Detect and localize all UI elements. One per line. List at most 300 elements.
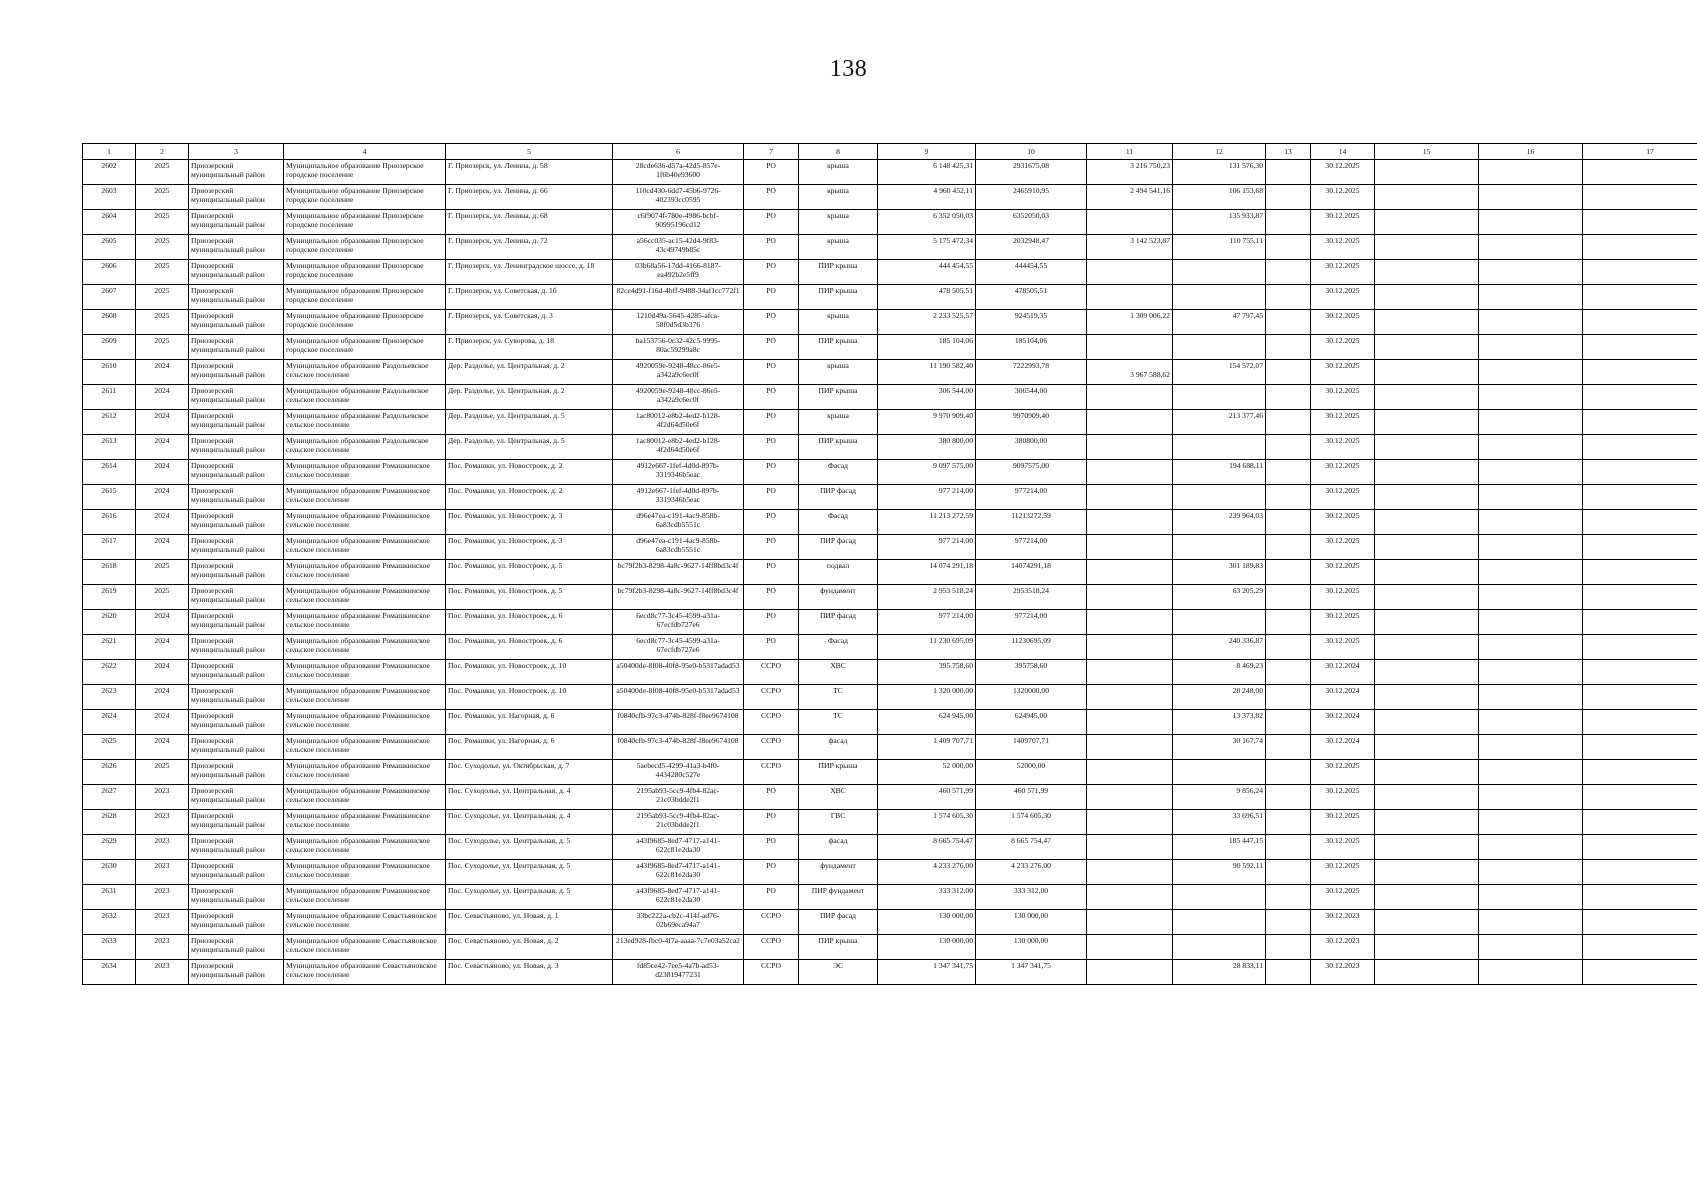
cell-col-1: 2624 <box>83 710 136 735</box>
cell-col-2: 2024 <box>136 685 189 710</box>
cell-col-5: Дер. Раздолье, ул. Центральная, д. 5 <box>446 410 613 435</box>
cell-col-7: РО <box>744 360 799 385</box>
table-row <box>83 160 1697 185</box>
cell-col-12 <box>1173 435 1266 460</box>
cell-col-13 <box>1266 485 1311 510</box>
cell-col-16 <box>1479 760 1583 785</box>
cell-col-17 <box>1583 285 1697 310</box>
cell-col-13 <box>1266 710 1311 735</box>
cell-col-7: РО <box>744 835 799 860</box>
table-row <box>83 360 1697 385</box>
cell-col-15 <box>1375 410 1479 435</box>
cell-col-15 <box>1375 310 1479 335</box>
cell-col-11 <box>1087 760 1173 785</box>
cell-col-1: 2604 <box>83 210 136 235</box>
cell-col-5: Пос. Севастьяново, ул. Новая, д. 3 <box>446 960 613 985</box>
cell-col-8: ТС <box>799 685 878 710</box>
cell-col-8: крыша <box>799 210 878 235</box>
cell-col-16 <box>1479 385 1583 410</box>
cell-col-5: Пос. Ромашки, ул. Новостроек, д. 5 <box>446 560 613 585</box>
cell-col-13 <box>1266 185 1311 210</box>
cell-col-6: a43f9685-8ed7-4717-a141-622c81e2da30 <box>613 860 744 885</box>
cell-col-12 <box>1173 610 1266 635</box>
cell-col-11 <box>1087 685 1173 710</box>
cell-col-2: 2025 <box>136 760 189 785</box>
cell-col-2: 2023 <box>136 785 189 810</box>
cell-col-16 <box>1479 810 1583 835</box>
cell-col-8: подвал <box>799 560 878 585</box>
cell-col-2: 2024 <box>136 485 189 510</box>
cell-col-17 <box>1583 710 1697 735</box>
cell-col-10: 977214,00 <box>976 485 1087 510</box>
cell-col-3: Приозерский муниципальный район <box>189 810 284 835</box>
cell-col-14: 30.12.2025 <box>1311 560 1375 585</box>
cell-col-17 <box>1583 835 1697 860</box>
cell-col-1: 2631 <box>83 885 136 910</box>
cell-col-6: c6f9074f-780e-4986-bcbf-90995196cd12 <box>613 210 744 235</box>
table-row <box>83 385 1697 410</box>
cell-col-8: ХВС <box>799 785 878 810</box>
cell-col-8: фундамент <box>799 860 878 885</box>
cell-col-5: Г. Приозерск, ул. Ленина, д. 72 <box>446 235 613 260</box>
cell-col-9: 1 347 341,75 <box>878 960 976 985</box>
cell-col-9: 11 190 582,40 <box>878 360 976 385</box>
cell-col-10: 9097575,00 <box>976 460 1087 485</box>
cell-col-4: Муниципальное образование Раздольевское сельское поселение <box>284 385 446 410</box>
cell-col-7: РО <box>744 485 799 510</box>
cell-col-7: РО <box>744 510 799 535</box>
cell-col-3: Приозерский муниципальный район <box>189 160 284 185</box>
cell-col-5: Пос. Ромашки, ул. Нагорная, д. 6 <box>446 735 613 760</box>
cell-col-3: Приозерский муниципальный район <box>189 285 284 310</box>
cell-col-2: 2023 <box>136 910 189 935</box>
cell-col-10: 2953518,24 <box>976 585 1087 610</box>
cell-col-7: ССРО <box>744 935 799 960</box>
cell-col-8: крыша <box>799 360 878 385</box>
cell-col-17 <box>1583 860 1697 885</box>
cell-col-7: РО <box>744 885 799 910</box>
cell-col-11 <box>1087 835 1173 860</box>
cell-col-2: 2025 <box>136 560 189 585</box>
cell-col-8: ПИР фундамент <box>799 885 878 910</box>
cell-col-16 <box>1479 510 1583 535</box>
table-row <box>83 310 1697 335</box>
cell-col-14: 30.12.2025 <box>1311 460 1375 485</box>
cell-col-3: Приозерский муниципальный район <box>189 210 284 235</box>
cell-col-13 <box>1266 360 1311 385</box>
cell-col-11 <box>1087 360 1173 385</box>
table-row <box>83 510 1697 535</box>
cell-col-3: Приозерский муниципальный район <box>189 735 284 760</box>
cell-col-11 <box>1087 535 1173 560</box>
cell-col-13 <box>1266 685 1311 710</box>
column-header-2: 2 <box>136 144 189 160</box>
cell-col-4: Муниципальное образование Ромашкинское сельское поселение <box>284 510 446 535</box>
cell-col-3: Приозерский муниципальный район <box>189 960 284 985</box>
cell-col-14: 30.12.2025 <box>1311 160 1375 185</box>
cell-col-14: 30.12.2025 <box>1311 285 1375 310</box>
cell-col-14: 30.12.2025 <box>1311 585 1375 610</box>
table-row <box>83 960 1697 985</box>
cell-col-8: ПИР крыша <box>799 760 878 785</box>
cell-col-15 <box>1375 660 1479 685</box>
cell-col-6: 5aebecd5-4299-41a3-b4f0-4434280c527e <box>613 760 744 785</box>
cell-col-11 <box>1087 285 1173 310</box>
cell-col-14: 30.12.2025 <box>1311 435 1375 460</box>
cell-col-8: ПИР фасад <box>799 485 878 510</box>
cell-col-16 <box>1479 785 1583 810</box>
cell-col-3: Приозерский муниципальный район <box>189 785 284 810</box>
cell-col-1: 2634 <box>83 960 136 985</box>
cell-col-9: 2 953 518,24 <box>878 585 976 610</box>
cell-col-7: РО <box>744 810 799 835</box>
cell-col-8: крыша <box>799 160 878 185</box>
cell-col-4: Муниципальное образование Приозерское городское поселение <box>284 335 446 360</box>
cell-col-12: 63 205,29 <box>1173 585 1266 610</box>
cell-col-11 <box>1087 710 1173 735</box>
cell-col-5: Г. Приозерск, ул. Суворова, д. 18 <box>446 335 613 360</box>
cell-col-17 <box>1583 210 1697 235</box>
cell-col-4: Муниципальное образование Ромашкинское сельское поселение <box>284 485 446 510</box>
cell-col-12 <box>1173 885 1266 910</box>
cell-col-16 <box>1479 560 1583 585</box>
cell-col-5: Пос. Суходолье, ул. Центральная, д. 5 <box>446 835 613 860</box>
cell-col-15 <box>1375 910 1479 935</box>
cell-col-9: 2 233 525,57 <box>878 310 976 335</box>
cell-col-5: Пос. Ромашки, ул. Новостроек, д. 10 <box>446 660 613 685</box>
cell-col-1: 2607 <box>83 285 136 310</box>
cell-col-3: Приозерский муниципальный район <box>189 610 284 635</box>
cell-col-11 <box>1087 935 1173 960</box>
cell-col-2: 2023 <box>136 885 189 910</box>
cell-col-17 <box>1583 960 1697 985</box>
cell-col-14: 30.12.2025 <box>1311 185 1375 210</box>
cell-col-6: d96e47ea-c191-4ac9-858b-6a83cdb5551c <box>613 535 744 560</box>
cell-col-8: крыша <box>799 185 878 210</box>
column-header-9: 9 <box>878 144 976 160</box>
cell-col-4: Муниципальное образование Ромашкинское сельское поселение <box>284 885 446 910</box>
cell-col-13 <box>1266 910 1311 935</box>
cell-col-17 <box>1583 435 1697 460</box>
cell-col-5: Пос. Суходолье, ул. Центральная, д. 5 <box>446 860 613 885</box>
cell-col-14: 30.12.2025 <box>1311 510 1375 535</box>
cell-col-14: 30.12.2024 <box>1311 710 1375 735</box>
cell-col-17 <box>1583 535 1697 560</box>
cell-col-13 <box>1266 560 1311 585</box>
cell-col-4: Муниципальное образование Приозерское городское поселение <box>284 310 446 335</box>
cell-col-7: РО <box>744 460 799 485</box>
cell-col-10: 2465910,95 <box>976 185 1087 210</box>
cell-col-11: 3 216 750,23 <box>1087 160 1173 185</box>
cell-col-10: 395758,60 <box>976 660 1087 685</box>
cell-col-5: Пос. Суходолье, ул. Центральная, д. 4 <box>446 810 613 835</box>
cell-col-15 <box>1375 485 1479 510</box>
cell-col-15 <box>1375 710 1479 735</box>
cell-col-9: 4 233 276,00 <box>878 860 976 885</box>
cell-col-12: 239 964,03 <box>1173 510 1266 535</box>
cell-col-10: 380800,00 <box>976 435 1087 460</box>
cell-col-17 <box>1583 635 1697 660</box>
cell-col-13 <box>1266 460 1311 485</box>
cell-col-1: 2627 <box>83 785 136 810</box>
cell-col-6: 6ecd8c77-3c45-4599-a31a-67ecfdb727e6 <box>613 635 744 660</box>
cell-col-4: Муниципальное образование Ромашкинское сельское поселение <box>284 535 446 560</box>
column-header-13: 13 <box>1266 144 1311 160</box>
cell-col-12: 240 336,87 <box>1173 635 1266 660</box>
cell-col-3: Приозерский муниципальный район <box>189 510 284 535</box>
cell-col-4: Муниципальное образование Ромашкинское сельское поселение <box>284 560 446 585</box>
cell-col-8: ПИР крыша <box>799 335 878 360</box>
cell-col-10: 14074291,18 <box>976 560 1087 585</box>
cell-col-2: 2025 <box>136 185 189 210</box>
table-row <box>83 460 1697 485</box>
cell-col-13 <box>1266 610 1311 635</box>
cell-col-10: 6352050,03 <box>976 210 1087 235</box>
cell-col-15 <box>1375 460 1479 485</box>
cell-col-4: Муниципальное образование Ромашкинское сельское поселение <box>284 860 446 885</box>
cell-value: 3 967 588,62 <box>1130 370 1170 379</box>
cell-col-7: РО <box>744 435 799 460</box>
cell-col-9: 1 409 707,71 <box>878 735 976 760</box>
cell-col-13 <box>1266 635 1311 660</box>
cell-col-3: Приозерский муниципальный район <box>189 935 284 960</box>
cell-col-9: 624 945,00 <box>878 710 976 735</box>
cell-col-16 <box>1479 860 1583 885</box>
register-table <box>82 143 1697 985</box>
cell-col-2: 2025 <box>136 260 189 285</box>
cell-col-10: 306544,00 <box>976 385 1087 410</box>
cell-col-12 <box>1173 385 1266 410</box>
cell-col-12 <box>1173 910 1266 935</box>
cell-col-3: Приозерский муниципальный район <box>189 710 284 735</box>
cell-col-3: Приозерский муниципальный район <box>189 560 284 585</box>
page-number: 138 <box>829 56 868 82</box>
cell-col-1: 2603 <box>83 185 136 210</box>
cell-col-13 <box>1266 160 1311 185</box>
table-row <box>83 810 1697 835</box>
cell-col-9: 1 574 605,30 <box>878 810 976 835</box>
cell-col-5: Пос. Ромашки, ул. Новостроек, д. 2 <box>446 460 613 485</box>
cell-col-17 <box>1583 785 1697 810</box>
cell-col-1: 2611 <box>83 385 136 410</box>
cell-col-4: Муниципальное образование Севастьяновское сельское поселение <box>284 960 446 985</box>
cell-col-12 <box>1173 485 1266 510</box>
cell-col-2: 2023 <box>136 810 189 835</box>
cell-col-11 <box>1087 735 1173 760</box>
cell-col-10: 1 347 341,75 <box>976 960 1087 985</box>
cell-col-1: 2615 <box>83 485 136 510</box>
cell-col-7: ССРО <box>744 760 799 785</box>
cell-col-3: Приозерский муниципальный район <box>189 435 284 460</box>
cell-col-4: Муниципальное образование Ромашкинское сельское поселение <box>284 635 446 660</box>
cell-col-6: 33bc222a-cb2c-414f-ad76-02b69eca94a7 <box>613 910 744 935</box>
cell-col-6: ba153756-0c32-42c5-9995-80ac59299a8c <box>613 335 744 360</box>
cell-col-8: фундамент <box>799 585 878 610</box>
column-header-14: 14 <box>1311 144 1375 160</box>
cell-col-17 <box>1583 460 1697 485</box>
cell-col-14: 30.12.2025 <box>1311 785 1375 810</box>
cell-col-6: 2195ab93-5cc9-4fb4-82ac-21c03bdde2f1 <box>613 785 744 810</box>
cell-col-2: 2024 <box>136 360 189 385</box>
cell-col-8: крыша <box>799 310 878 335</box>
cell-col-5: Пос. Суходолье, ул. Центральная, д. 5 <box>446 885 613 910</box>
cell-col-16 <box>1479 435 1583 460</box>
cell-col-8: ЭС <box>799 960 878 985</box>
cell-col-2: 2024 <box>136 660 189 685</box>
cell-col-9: 11 230 695,09 <box>878 635 976 660</box>
cell-col-17 <box>1583 485 1697 510</box>
cell-col-12 <box>1173 285 1266 310</box>
cell-col-16 <box>1479 735 1583 760</box>
cell-col-11 <box>1087 910 1173 935</box>
cell-col-12: 30 167,74 <box>1173 735 1266 760</box>
cell-col-6: 4912e667-1fef-4d0d-897b-3319346b5eac <box>613 485 744 510</box>
cell-col-9: 185 104,06 <box>878 335 976 360</box>
table-row <box>83 910 1697 935</box>
cell-col-15 <box>1375 885 1479 910</box>
cell-col-7: РО <box>744 160 799 185</box>
cell-col-11 <box>1087 210 1173 235</box>
cell-col-4: Муниципальное образование Ромашкинское сельское поселение <box>284 585 446 610</box>
cell-col-9: 4 960 452,11 <box>878 185 976 210</box>
cell-col-2: 2025 <box>136 210 189 235</box>
cell-col-13 <box>1266 935 1311 960</box>
cell-col-4: Муниципальное образование Раздольевское сельское поселение <box>284 435 446 460</box>
cell-col-7: РО <box>744 210 799 235</box>
column-header-8: 8 <box>799 144 878 160</box>
cell-col-8: ПИР крыша <box>799 285 878 310</box>
cell-col-1: 2610 <box>83 360 136 385</box>
cell-col-1: 2617 <box>83 535 136 560</box>
cell-col-9: 11 213 272,59 <box>878 510 976 535</box>
cell-col-17 <box>1583 760 1697 785</box>
column-header-10: 10 <box>976 144 1087 160</box>
cell-col-6: bc79f2b3-8298-4a8c-9627-14ff8bd3c4f <box>613 585 744 610</box>
cell-col-13 <box>1266 210 1311 235</box>
cell-col-14: 30.12.2025 <box>1311 760 1375 785</box>
cell-col-7: ССРО <box>744 735 799 760</box>
cell-col-13 <box>1266 510 1311 535</box>
cell-col-12: 28 248,00 <box>1173 685 1266 710</box>
table-row <box>83 635 1697 660</box>
cell-col-3: Приозерский муниципальный район <box>189 385 284 410</box>
cell-col-13 <box>1266 435 1311 460</box>
cell-col-17 <box>1583 335 1697 360</box>
cell-col-1: 2609 <box>83 335 136 360</box>
cell-col-2: 2024 <box>136 510 189 535</box>
cell-col-6: 2195ab93-5cc9-4fb4-82ac-21c03bdde2f1 <box>613 810 744 835</box>
cell-col-8: ПИР фасад <box>799 910 878 935</box>
cell-col-10: 11213272,59 <box>976 510 1087 535</box>
cell-col-10: 460 571,99 <box>976 785 1087 810</box>
cell-col-15 <box>1375 260 1479 285</box>
cell-col-5: Пос. Ромашки, ул. Новостроек, д. 5 <box>446 585 613 610</box>
cell-col-7: РО <box>744 185 799 210</box>
cell-col-15 <box>1375 760 1479 785</box>
cell-col-14: 30.12.2024 <box>1311 660 1375 685</box>
cell-col-4: Муниципальное образование Ромашкинское сельское поселение <box>284 610 446 635</box>
cell-col-2: 2025 <box>136 310 189 335</box>
column-header-4: 4 <box>284 144 446 160</box>
cell-col-12: 8 469,23 <box>1173 660 1266 685</box>
cell-col-11 <box>1087 635 1173 660</box>
table-row <box>83 685 1697 710</box>
cell-col-11 <box>1087 435 1173 460</box>
cell-col-15 <box>1375 535 1479 560</box>
cell-col-2: 2025 <box>136 235 189 260</box>
cell-col-17 <box>1583 560 1697 585</box>
cell-col-15 <box>1375 510 1479 535</box>
cell-col-16 <box>1479 610 1583 635</box>
cell-col-13 <box>1266 260 1311 285</box>
cell-col-14: 30.12.2024 <box>1311 735 1375 760</box>
column-header-16: 16 <box>1479 144 1583 160</box>
cell-col-3: Приозерский муниципальный район <box>189 335 284 360</box>
cell-col-15 <box>1375 635 1479 660</box>
cell-col-9: 460 571,99 <box>878 785 976 810</box>
cell-col-17 <box>1583 310 1697 335</box>
cell-col-14: 30.12.2025 <box>1311 535 1375 560</box>
cell-col-2: 2024 <box>136 710 189 735</box>
cell-col-9: 306 544,00 <box>878 385 976 410</box>
cell-col-3: Приозерский муниципальный район <box>189 460 284 485</box>
cell-col-10: 4 233 276,00 <box>976 860 1087 885</box>
cell-col-2: 2025 <box>136 285 189 310</box>
table-row <box>83 660 1697 685</box>
column-header-1: 1 <box>83 144 136 160</box>
table-header <box>83 144 1697 160</box>
cell-col-5: Пос. Суходолье, ул. Октябрьская, д. 7 <box>446 760 613 785</box>
cell-col-16 <box>1479 635 1583 660</box>
table-row <box>83 185 1697 210</box>
cell-col-17 <box>1583 510 1697 535</box>
cell-col-14: 30.12.2024 <box>1311 685 1375 710</box>
table-row <box>83 260 1697 285</box>
cell-col-16 <box>1479 660 1583 685</box>
cell-col-15 <box>1375 360 1479 385</box>
cell-col-17 <box>1583 660 1697 685</box>
cell-col-8: ПИР крыша <box>799 260 878 285</box>
cell-col-5: Г. Приозерск, ул. Ленина, д. 66 <box>446 185 613 210</box>
cell-col-8: ТС <box>799 710 878 735</box>
cell-col-14: 30.12.2025 <box>1311 810 1375 835</box>
column-header-7: 7 <box>744 144 799 160</box>
cell-col-1: 2623 <box>83 685 136 710</box>
cell-col-11 <box>1087 860 1173 885</box>
cell-col-7: РО <box>744 385 799 410</box>
cell-col-15 <box>1375 560 1479 585</box>
cell-col-4: Муниципальное образование Ромашкинское сельское поселение <box>284 710 446 735</box>
cell-col-8: ПИР фасад <box>799 610 878 635</box>
cell-col-15 <box>1375 810 1479 835</box>
cell-col-3: Приозерский муниципальный район <box>189 410 284 435</box>
cell-col-1: 2618 <box>83 560 136 585</box>
cell-col-7: РО <box>744 785 799 810</box>
cell-col-3: Приозерский муниципальный район <box>189 360 284 385</box>
cell-col-7: ССРО <box>744 910 799 935</box>
cell-col-15 <box>1375 335 1479 360</box>
cell-col-11 <box>1087 585 1173 610</box>
cell-col-12: 194 688,11 <box>1173 460 1266 485</box>
cell-col-3: Приозерский муниципальный район <box>189 535 284 560</box>
table-row <box>83 885 1697 910</box>
cell-col-7: РО <box>744 260 799 285</box>
cell-col-4: Муниципальное образование Приозерское городское поселение <box>284 235 446 260</box>
cell-col-5: Пос. Ромашки, ул. Нагорная, д. 6 <box>446 710 613 735</box>
cell-col-9: 8 665 754,47 <box>878 835 976 860</box>
cell-col-5: Пос. Ромашки, ул. Новостроек, д. 2 <box>446 485 613 510</box>
cell-col-10: 8 665 754,47 <box>976 835 1087 860</box>
